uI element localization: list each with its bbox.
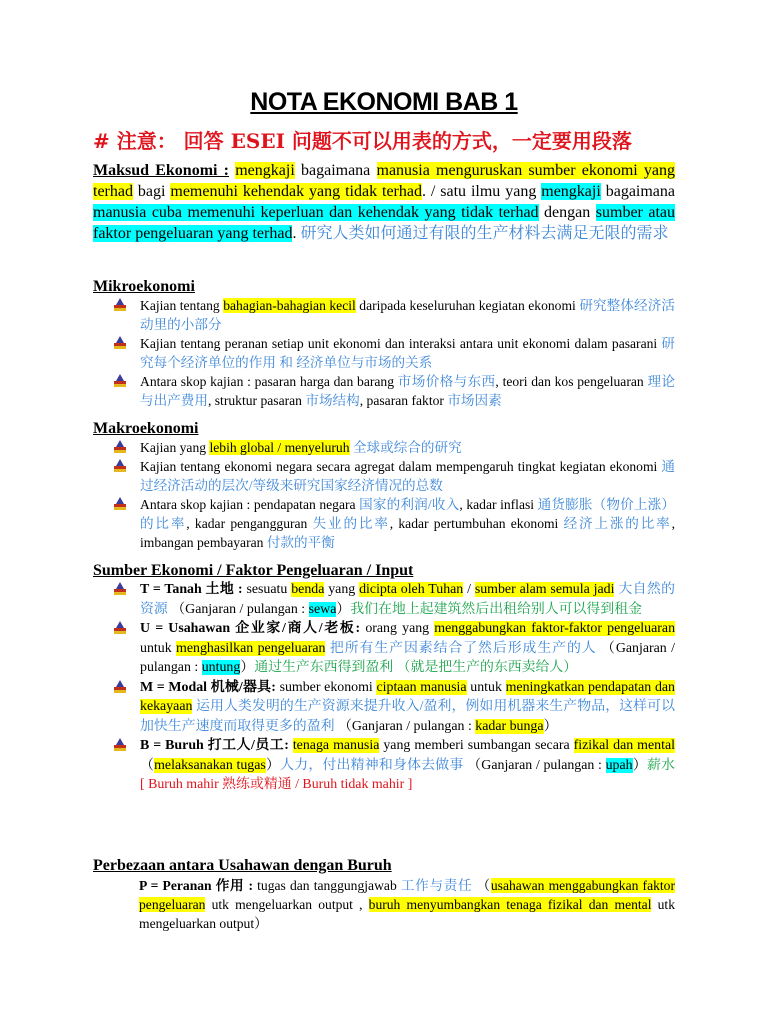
def-text-3: bagi [132,183,171,200]
item-chinese: 工作与责任 [400,878,473,893]
item-text: , pasaran faktor [359,393,448,408]
bullet-icon [114,621,127,635]
item-chinese: 运用人类发明的生产资源来提升收入/盈利，例如用机器来生产物品，这样可以加快生产速度而取得更多的盈利 [140,699,675,734]
item-text: （Ganjaran / pulangan : [334,718,476,734]
item-highlight: fizikal dan mental [573,738,675,753]
item-highlight: upah [605,757,633,773]
item-text: （Ganjaran / pulangan : [463,757,606,773]
item-highlight: sumber alam semula jadi [474,582,615,597]
bullet-icon [114,440,127,454]
definition-label: Maksud Ekonomi : [93,162,230,179]
bullet-icon [114,738,127,752]
item-chinese: 大自然的资源 [140,582,676,617]
heading-makroekonomi: Makroekonomi [93,420,199,437]
item-highlight: ciptaan manusia [376,679,467,695]
def-hl-5: manusia cuba memenuhi keperluan dan kehendak yang tidak terhad [93,204,539,221]
item-text: utk mengeluarkan output , [205,897,369,912]
item-highlight: usahawan menggabungkan faktor pengeluaran [139,878,675,912]
item-chinese: 人力，付出精神和身体去做事 [280,757,464,773]
item-text: （ [472,878,491,893]
item-text: Kajian tentang [140,298,224,313]
list-item-buruh [93,736,675,795]
list-item-modal [93,678,675,737]
item-highlight: melaksanakan tugas [154,757,266,773]
item-text: ） [632,757,647,773]
item-text: untuk [466,679,506,695]
item-highlight: lebih global / menyeluruh [209,440,350,455]
item-chinese: 理论与出产费用 [140,374,675,408]
list-item [93,438,675,457]
item-label: U = Usahawan 企业家/商人/老板: [140,621,361,636]
item-label: T = Tanah 土地 : [140,582,243,597]
makro-list [93,438,675,552]
def-hl-2: manusia menguruskan sumber ekonomi yang terhad [93,162,676,200]
item-highlight: dicipta oleh Tuhan [359,582,464,597]
item-text: Kajian tentang ekonomi negara secara agregat dalam mempengaruh tingkat kegiatan ekonomi [140,459,662,474]
item-chinese: 市场因素 [447,393,502,408]
item-text: , kadar pengangguran [186,516,313,531]
def-text-7: . [292,225,301,242]
bullet-icon [114,336,127,350]
item-highlight: untung [201,660,241,675]
item-chinese: 市场价格与东西 [397,374,496,389]
bullet-icon [114,582,127,596]
bullet-icon [114,459,127,473]
item-green-note: 通过生产东西得到盈利 （就是把生产的东西卖给人） [254,660,578,675]
bullet-icon [114,374,127,388]
item-label: P = Peranan 作用 : [139,878,254,893]
def-text-6: dengan [538,204,596,221]
def-text-2: bagaimana [294,162,377,179]
item-text: ） [265,757,281,773]
item-text: utk mengeluarkan output） [139,897,675,931]
item-green-note: 薪水 [646,757,675,773]
item-highlight: benda [291,582,325,597]
item-text: , imbangan pembayaran [140,516,675,550]
def-text-5: bagaimana [600,183,676,200]
item-chinese: 研究每个经济单位的作用 和 经济单位与市场的关系 [140,336,675,370]
list-item-usahawan [93,619,675,678]
heading-perbezaan: Perbezaan antara Usahawan dengan Buruh [93,857,392,874]
item-chinese: 经济上涨的比率 [563,516,672,531]
item-chinese: 通过经济活动的层次/等级来研究国家经济情况的总数 [140,459,675,493]
item-highlight: kadar bunga [475,718,544,734]
item-text: untuk [140,640,177,656]
item-chinese: 研究整体经济活动里的小部分 [140,298,675,332]
perbezaan-paragraph [139,876,675,933]
item-text: , teori dan kos pengeluaran [495,374,648,389]
list-item [93,457,675,495]
item-red-note: [ Buruh mahir 熟练或精通 / Buruh tidak mahir ] [140,777,413,792]
list-item [93,296,675,334]
item-chinese: 市场结构 [305,393,360,408]
item-highlight: tenaga manusia [292,738,380,753]
item-text: tugas dan tanggungjawab [253,878,401,893]
list-item [93,372,675,410]
mikro-list [93,296,675,410]
item-text: daripada keseluruhan kegiatan ekonomi [355,298,580,313]
list-item [93,495,675,552]
item-text: sesuatu [242,582,292,597]
def-hl-6: sumber atau faktor pengeluaran yang terhad [93,204,676,242]
item-label: M = Modal 机械/器具: [140,679,276,695]
item-text: / [463,582,475,597]
sumber-list [93,580,675,795]
item-highlight: menggabungkan faktor-faktor pengeluaran [434,621,676,636]
bullet-icon [114,298,127,312]
def-text-4: . / satu ilmu yang [421,183,542,200]
item-text: yang memberi sumbangan secara [379,738,574,753]
item-chinese: 付款的平衡 [266,535,335,550]
item-text: Antara skop kajian : pasaran harga dan barang [140,374,398,389]
item-text: （Ganjaran / pulangan : [167,601,309,617]
item-text: , struktur pasaran [207,393,306,408]
heading-mikroekonomi: Mikroekonomi [93,278,195,295]
item-text: ） [543,718,558,734]
item-text: Antara skop kajian : pendapatan negara [140,497,360,512]
item-highlight: bahagian-bahagian kecil [223,298,356,313]
item-text: （Ganjaran / pulangan : [140,640,675,675]
item-text: yang [324,582,360,597]
bullet-icon [114,680,127,694]
item-chinese: 国家的利润/收入 [359,497,460,512]
item-green-note: 我们在地上起建筑然后出租给别人可以得到租金 [350,601,642,617]
item-text: Kajian tentang peranan setiap unit ekonomi dan interaksi antara unit ekonomi dalam pasarani [140,336,662,351]
def-chinese: 研究人类如何通过有限的生产材料去满足无限的需求 [300,225,669,242]
list-item-tanah [93,580,675,619]
item-text: orang yang [360,621,435,636]
item-text: , kadar pertumbuhan ekonomi [389,516,564,531]
def-hl-3: memenuhi kehendak yang tidak terhad [170,183,422,200]
item-highlight: buruh menyumbangkan tenaga fizikal dan mental [368,897,652,912]
list-item [93,334,675,372]
item-text: ） [336,601,351,617]
def-hl-1: mengkaji [235,162,295,179]
essay-note: # 注意： 回答 ESEI 问题不可以用表的方式，一定要用段落 [93,129,632,153]
item-text: ） [240,660,255,675]
item-chinese: 通货膨胀（物价上涨）的比率 [140,497,676,531]
def-hl-4: mengkaji [541,183,601,200]
definition-paragraph [93,160,675,244]
item-text: （ [140,757,155,773]
item-text: , kadar inflasi [459,497,538,512]
bullet-icon [114,497,127,511]
item-chinese: 全球或综合的研究 [352,440,462,455]
item-chinese: 失业的比率 [312,516,390,531]
heading-sumber-ekonomi: Sumber Ekonomi / Faktor Pengeluaran / Input [93,562,414,579]
item-chinese: 把所有生产因素结合了然后形成生产的人 [329,640,597,656]
item-highlight: menghasilkan pengeluaran [176,640,326,656]
item-text: Kajian yang [140,440,210,455]
item-text: sumber ekonomi [275,679,377,695]
item-highlight: meningkatkan pendapatan dan kekayaan [140,679,675,714]
item-label: B = Buruh 打工人/员工: [140,738,289,753]
page-title: NOTA EKONOMI BAB 1 [250,88,518,116]
item-highlight: sewa [308,601,337,617]
